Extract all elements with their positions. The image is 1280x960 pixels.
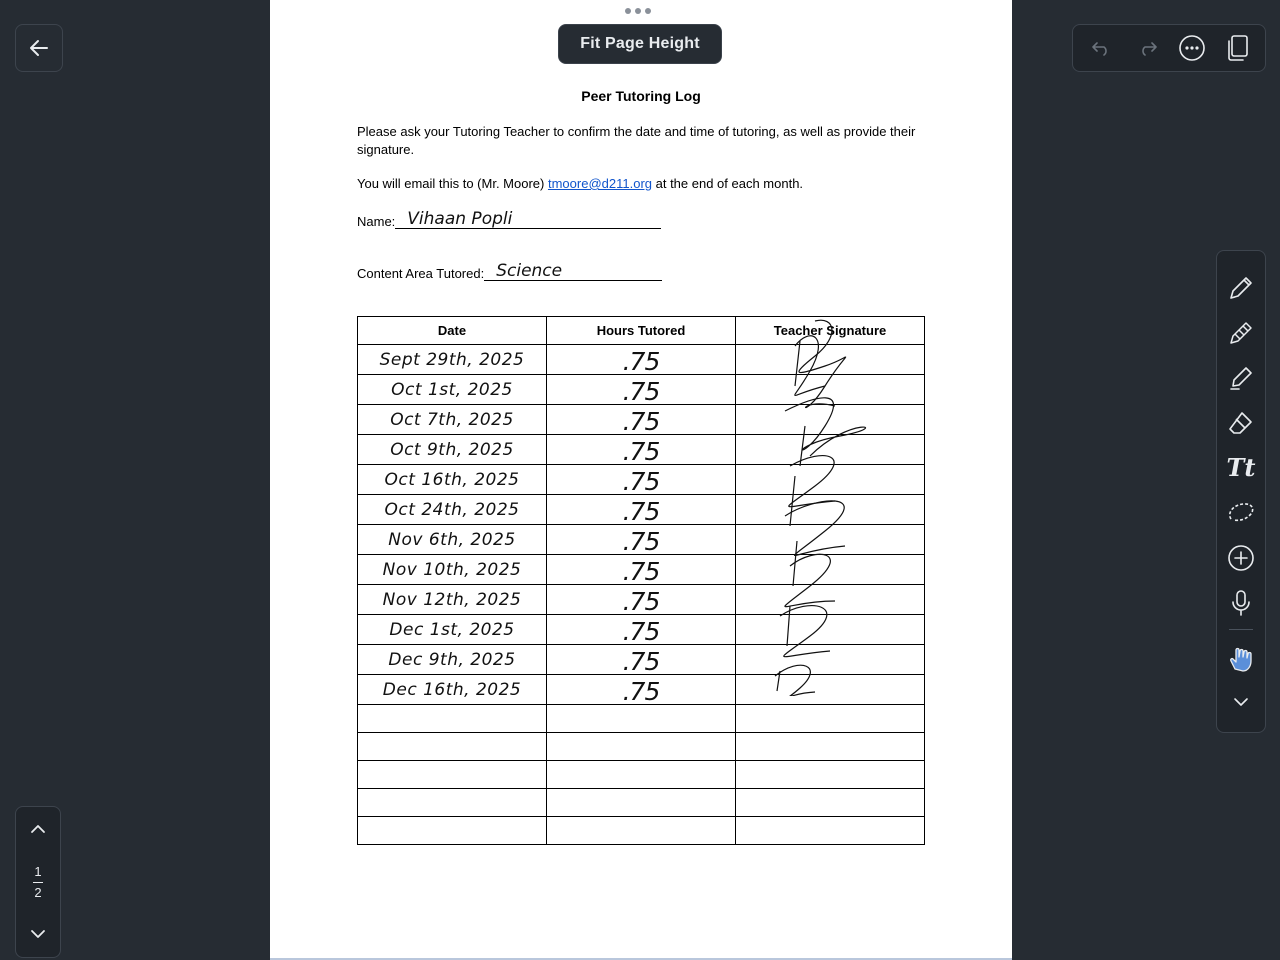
table-row <box>358 615 925 645</box>
table-row <box>358 465 925 495</box>
hours-handwritten: .75 <box>622 587 660 616</box>
date-cell <box>358 495 547 525</box>
signature-cell <box>736 555 925 585</box>
date-cell <box>358 405 547 435</box>
email-instruction <box>357 176 803 191</box>
current-page: 1 <box>34 863 42 879</box>
date-cell <box>358 705 547 733</box>
header-date: Date <box>358 317 547 345</box>
date-handwritten: Nov 10th, 2025 <box>382 559 522 580</box>
date-cell <box>358 733 547 761</box>
date-cell <box>358 789 547 817</box>
date-handwritten: Dec 9th, 2025 <box>388 649 516 670</box>
top-toolbar <box>1072 24 1266 72</box>
undo-icon <box>1091 40 1113 56</box>
hours-handwritten: .75 <box>622 347 660 376</box>
chevron-down-icon <box>30 929 46 939</box>
hours-cell <box>547 345 736 375</box>
date-cell <box>358 817 547 845</box>
annotation-toolbar <box>1216 250 1266 733</box>
hours-handwritten: .75 <box>622 557 660 586</box>
arrow-left-icon <box>28 37 50 59</box>
pencil-tool[interactable] <box>1221 310 1261 355</box>
date-cell <box>358 645 547 675</box>
name-line <box>395 210 661 229</box>
name-label: Name: <box>357 214 396 229</box>
text-icon: Tt <box>1226 453 1256 482</box>
hours-cell <box>547 375 736 405</box>
microphone-button[interactable] <box>1221 580 1261 625</box>
date-cell <box>358 525 547 555</box>
chevron-up-icon <box>30 824 46 834</box>
hours-handwritten: .75 <box>622 467 660 496</box>
signature-cell <box>736 495 925 525</box>
page-navigator <box>15 806 61 958</box>
header-signature: Teacher Signature <box>736 317 925 345</box>
signature-cell <box>736 585 925 615</box>
hours-cell <box>547 615 736 645</box>
hours-handwritten: .75 <box>622 677 660 706</box>
redo-button[interactable] <box>1129 30 1165 66</box>
signature-cell <box>736 345 925 375</box>
signature-cell <box>736 789 925 817</box>
email-suffix: at the end of each month. <box>652 176 804 191</box>
date-cell <box>358 675 547 705</box>
more-options-button[interactable] <box>1174 30 1210 66</box>
collapse-toolbar-button[interactable] <box>1221 679 1261 724</box>
hours-handwritten: .75 <box>622 437 660 466</box>
table-row <box>358 435 925 465</box>
add-icon <box>1227 544 1255 572</box>
hours-handwritten: .75 <box>622 647 660 676</box>
content-area-handwritten: Science <box>496 261 563 281</box>
fit-page-height-button[interactable]: Fit Page Height <box>558 24 722 64</box>
date-handwritten: Oct 9th, 2025 <box>390 439 514 460</box>
date-cell <box>358 435 547 465</box>
table-row <box>358 525 925 555</box>
more-icon <box>1178 34 1206 62</box>
text-tool[interactable] <box>1221 445 1261 490</box>
document-title: Peer Tutoring Log <box>581 88 701 104</box>
back-button[interactable] <box>15 24 63 72</box>
page-indicator <box>33 852 43 912</box>
content-area-field <box>357 262 662 281</box>
date-handwritten: Nov 12th, 2025 <box>382 589 522 610</box>
tutoring-log-table <box>357 316 925 845</box>
email-prefix: You will email this to (Mr. Moore) <box>357 176 548 191</box>
hours-cell <box>547 495 736 525</box>
drag-handle[interactable] <box>625 8 651 14</box>
lasso-icon <box>1226 499 1256 527</box>
add-button[interactable] <box>1221 535 1261 580</box>
instructions-text: Please ask your Tutoring Teacher to confirm the date and time of tutoring, as well as provide their signature. <box>357 124 916 157</box>
date-handwritten: Oct 7th, 2025 <box>390 409 514 430</box>
table-row <box>358 645 925 675</box>
content-area-label: Content Area Tutored: <box>357 266 485 281</box>
pencil-icon <box>1227 319 1255 347</box>
name-handwritten: Vihaan Popli <box>407 209 513 229</box>
signature-cell <box>736 525 925 555</box>
hours-cell <box>547 435 736 465</box>
table-row <box>358 345 925 375</box>
hours-cell <box>547 733 736 761</box>
hours-handwritten: .75 <box>622 497 660 526</box>
previous-page-button[interactable] <box>30 807 46 851</box>
table-row <box>358 405 925 435</box>
eraser-icon <box>1227 409 1255 437</box>
date-cell <box>358 345 547 375</box>
redo-icon <box>1136 40 1158 56</box>
table-row <box>358 675 925 705</box>
pen-icon <box>1227 274 1255 302</box>
hand-pointer-icon <box>1226 642 1256 672</box>
hours-cell <box>547 405 736 435</box>
date-cell <box>358 375 547 405</box>
signature-cell <box>736 405 925 435</box>
signature-cell <box>736 817 925 845</box>
pages-button[interactable] <box>1219 30 1255 66</box>
highlighter-icon <box>1227 364 1255 392</box>
pen-tool[interactable] <box>1221 265 1261 310</box>
signature-cell <box>736 375 925 405</box>
signature-cell <box>736 733 925 761</box>
table-row <box>358 555 925 585</box>
highlighter-tool[interactable] <box>1221 355 1261 400</box>
microphone-icon <box>1229 588 1253 618</box>
signature-cell <box>736 705 925 733</box>
date-cell <box>358 615 547 645</box>
hours-handwritten: .75 <box>622 527 660 556</box>
signature-cell <box>736 761 925 789</box>
hours-cell <box>547 525 736 555</box>
hours-cell <box>547 555 736 585</box>
table-row <box>358 495 925 525</box>
chevron-down-icon <box>1233 697 1249 707</box>
hours-cell <box>547 789 736 817</box>
toolbar-divider <box>1229 629 1253 630</box>
signature-cell <box>736 465 925 495</box>
content-area-line <box>484 262 662 281</box>
table-row <box>358 733 925 761</box>
hand-tool[interactable] <box>1221 634 1261 679</box>
header-hours: Hours Tutored <box>547 317 736 345</box>
date-handwritten: Nov 6th, 2025 <box>388 529 516 550</box>
table-row <box>358 705 925 733</box>
table-row <box>358 789 925 817</box>
table-row <box>358 585 925 615</box>
signature-cell <box>736 675 925 705</box>
date-cell <box>358 761 547 789</box>
name-field <box>357 210 661 229</box>
next-page-button[interactable] <box>30 912 46 956</box>
date-handwritten: Oct 16th, 2025 <box>384 469 520 490</box>
total-pages: 2 <box>34 884 42 900</box>
document-page[interactable] <box>270 0 1012 960</box>
date-handwritten: Dec 16th, 2025 <box>382 679 522 700</box>
table-row <box>358 761 925 789</box>
signature-cell <box>736 435 925 465</box>
hours-cell <box>547 645 736 675</box>
date-handwritten: Sept 29th, 2025 <box>379 349 525 370</box>
hours-cell <box>547 761 736 789</box>
table-row <box>358 375 925 405</box>
hours-cell <box>547 465 736 495</box>
eraser-tool[interactable] <box>1221 400 1261 445</box>
hours-handwritten: .75 <box>622 407 660 436</box>
table-row <box>358 817 925 845</box>
date-handwritten: Oct 1st, 2025 <box>391 379 513 400</box>
hours-cell <box>547 675 736 705</box>
lasso-tool[interactable] <box>1221 490 1261 535</box>
pages-icon <box>1225 34 1249 62</box>
date-cell <box>358 585 547 615</box>
signature-cell <box>736 645 925 675</box>
date-handwritten: Dec 1st, 2025 <box>389 619 515 640</box>
hours-handwritten: .75 <box>622 377 660 406</box>
date-cell <box>358 465 547 495</box>
date-cell <box>358 555 547 585</box>
signature-cell <box>736 615 925 645</box>
hours-handwritten: .75 <box>622 617 660 646</box>
hours-cell <box>547 817 736 845</box>
undo-button[interactable] <box>1084 30 1120 66</box>
page-separator <box>33 882 43 883</box>
hours-cell <box>547 585 736 615</box>
date-handwritten: Oct 24th, 2025 <box>384 499 520 520</box>
email-link[interactable]: tmoore@d211.org <box>547 176 652 191</box>
hours-cell <box>547 705 736 733</box>
